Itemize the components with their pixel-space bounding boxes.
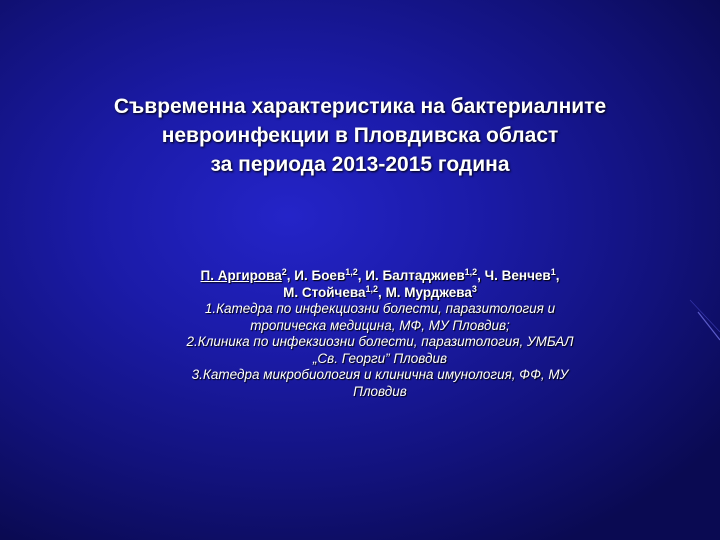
authors-line-1 [110, 268, 650, 285]
title-line-2: невроинфекции в Пловдивска област [161, 124, 559, 147]
authors-line-2 [110, 285, 650, 302]
author-name: Ч. Венчев [484, 268, 551, 283]
author-affiliation-mark: 1,2 [365, 283, 379, 294]
author-separator: , [477, 268, 485, 283]
title-line-1: Съвременна характеристика на бактериалните [113, 95, 607, 118]
slide-title [40, 92, 680, 179]
author-affiliation-mark: 3 [471, 283, 477, 294]
author-name: М. Мурджева [385, 284, 472, 300]
author-separator: , [378, 284, 386, 300]
author-separator: , [357, 268, 366, 283]
affiliation-3-line-2: Пловдив [353, 383, 407, 399]
affiliation-3-line-1: 3.Катедра микробиология и клинична имунология, ФФ, МУ [191, 367, 569, 382]
author-separator: , [555, 268, 560, 283]
affiliation-1-line-1: 1.Катедра по инфекциозни болести, паразитология и [204, 301, 556, 316]
affiliation-2-line-1: 2.Клиника по инфекзиозни болести, паразитология, УМБАЛ [186, 334, 574, 349]
author-affiliation-mark: 2 [281, 267, 287, 277]
author-name: М. Стойчева [283, 284, 366, 300]
title-line-3: за периода 2013-2015 година [210, 153, 510, 176]
authors-block [110, 268, 650, 400]
author-affiliation-mark: 1 [550, 267, 556, 277]
affiliation-1-line-2: тропическа медицина, МФ, МУ Пловдив; [250, 317, 510, 333]
affiliation-2-line-2: „Св. Георги” Пловдив [312, 350, 448, 366]
author-separator: , [286, 268, 295, 283]
author-name: И. Боев [294, 268, 346, 283]
author-name: И. Балтаджиев [365, 268, 465, 283]
author-affiliation-mark: 1,2 [464, 267, 478, 277]
author-affiliation-mark: 1,2 [345, 267, 358, 277]
author-name: П. Аргирова [200, 268, 282, 283]
